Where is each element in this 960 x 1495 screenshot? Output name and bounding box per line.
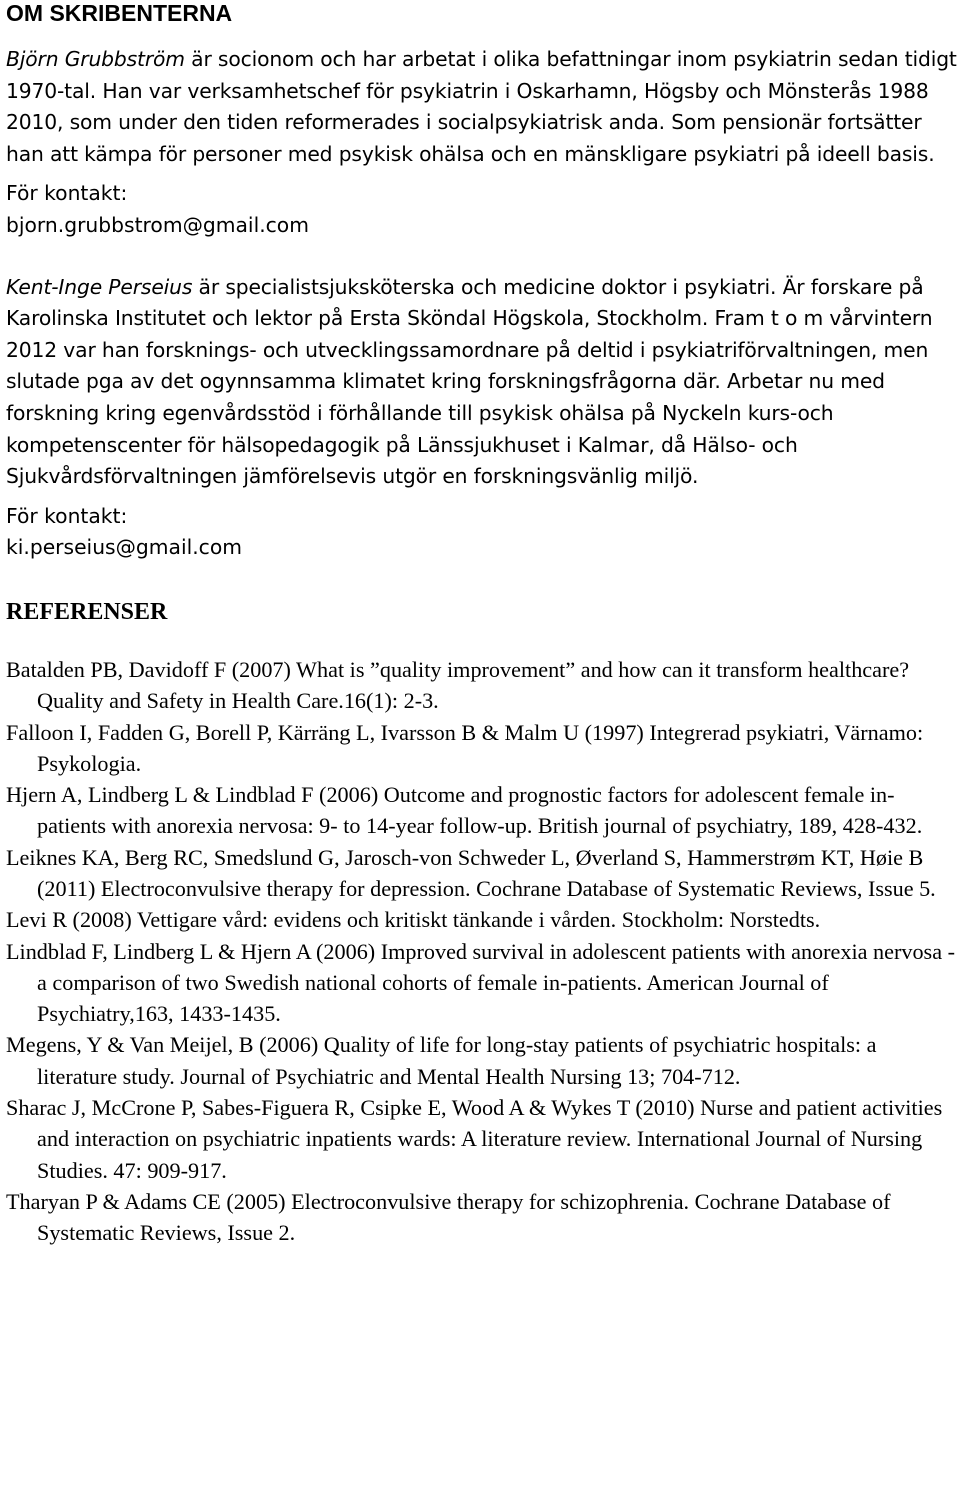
reference-item: Hjern A, Lindberg L & Lindblad F (2006) Outcome and prognostic factors for adolescent female in-patients with anorexia nervosa: 9- to 14-year follow-up. British journal of psychiatry, 189, 428-432.	[6, 782, 923, 839]
author1-name: Björn Grubbström	[6, 47, 185, 71]
author2-text: är specialistsjuksköterska och medicine doktor i psykiatri. Är forskare på Karolinska Institutet och lektor på Ersta Sköndal Högskola, Stockholm. Fram t o m vårvintern 2012 var han forsknings- och utvecklingssamordnare på deltid i psykiatriförvaltningen, men slutade pga av det ogynnsamma klimatet kring forskningsfrågorna där. Arbetar nu med forskning kring egenvårdsstöd i förhållande till psykisk ohälsa på Nyckeln kurs-och kompetenscenter för hälsopedagogik på Länssjukhuset i Kalmar, då Hälso- och Sjukvårdsförvaltningen jämförelsevis utgör en forskningsvänlig miljö.	[6, 274, 933, 489]
author1-bio	[6, 44, 958, 170]
reference-item: Levi R (2008) Vettigare vård: evidens och kritiskt tänkande i vården. Stockholm: Norstedts.	[6, 907, 821, 933]
author1-contact-label: För kontakt:	[6, 181, 128, 206]
author1-email[interactable]: bjorn.grubbstrom@gmail.com	[6, 212, 309, 237]
references-heading: REFERENSER	[6, 598, 168, 625]
author2-bio	[6, 272, 958, 493]
about-heading: OM SKRIBENTERNA	[6, 0, 233, 26]
document-page	[6, 0, 958, 1249]
reference-item: Tharyan P & Adams CE (2005) Electroconvulsive therapy for schizophrenia. Cochrane Database of Systematic Reviews, Issue 2.	[6, 1188, 891, 1246]
reference-item: Batalden PB, Davidoff F (2007) What is ”quality improvement” and how can it transform healthcare? Quality and Safety in Health Care.16(1): 2-3.	[6, 656, 910, 714]
author1-text: är socionom och har arbetat i olika befattningar inom psykiatrin sedan tidigt 1970-tal. Han var verksamhetschef för psykiatrin i Oskarhamn, Högsby och Mönsterås 1988 2010, som under den tiden reformerades i socialpsykiatrisk anda. Som pensionär fortsätter han att kämpa för personer med psykisk ohälsa och en mänskligare psykiatri på ideell basis.	[6, 47, 957, 166]
author2-name: Kent-Inge Perseius	[6, 274, 193, 299]
author2-email[interactable]: ki.perseius@gmail.com	[6, 535, 242, 560]
reference-item: Leiknes KA, Berg RC, Smedslund G, Jarosch-von Schweder L, Øverland S, Hammerstrøm KT, Høie B (2011) Electroconvulsive therapy for depression. Cochrane Database of Systematic Reviews, Issue 5.	[6, 844, 936, 901]
reference-item: Megens, Y & Van Meijel, B (2006) Quality of life for long-stay patients of psychiatric hospitals: a literature study. Journal of Psychiatric and Mental Health Nursing 13; 704-712.	[6, 1032, 877, 1089]
reference-item: Falloon I, Fadden G, Borell P, Kärräng L, Ivarsson B & Malm U (1997) Integrerad psykiatri, Värnamo: Psykologia.	[6, 719, 924, 776]
reference-list	[6, 654, 958, 1249]
reference-item: Sharac J, McCrone P, Sabes-Figuera R, Csipke E, Wood A & Wykes T (2010) Nurse and patient activities and interaction on psychiatric inpatients wards: A literature review. International Journal of Nursing Studies. 47: 909-917.	[6, 1095, 943, 1183]
reference-item: Lindblad F, Lindberg L & Hjern A (2006) Improved survival in adolescent patients with anorexia nervosa - a comparison of two Swedish national cohorts of female in-patients. American Journal of Psychiatry,163, 1433-1435.	[6, 938, 955, 1027]
author2-contact-label: För kontakt:	[6, 503, 128, 528]
